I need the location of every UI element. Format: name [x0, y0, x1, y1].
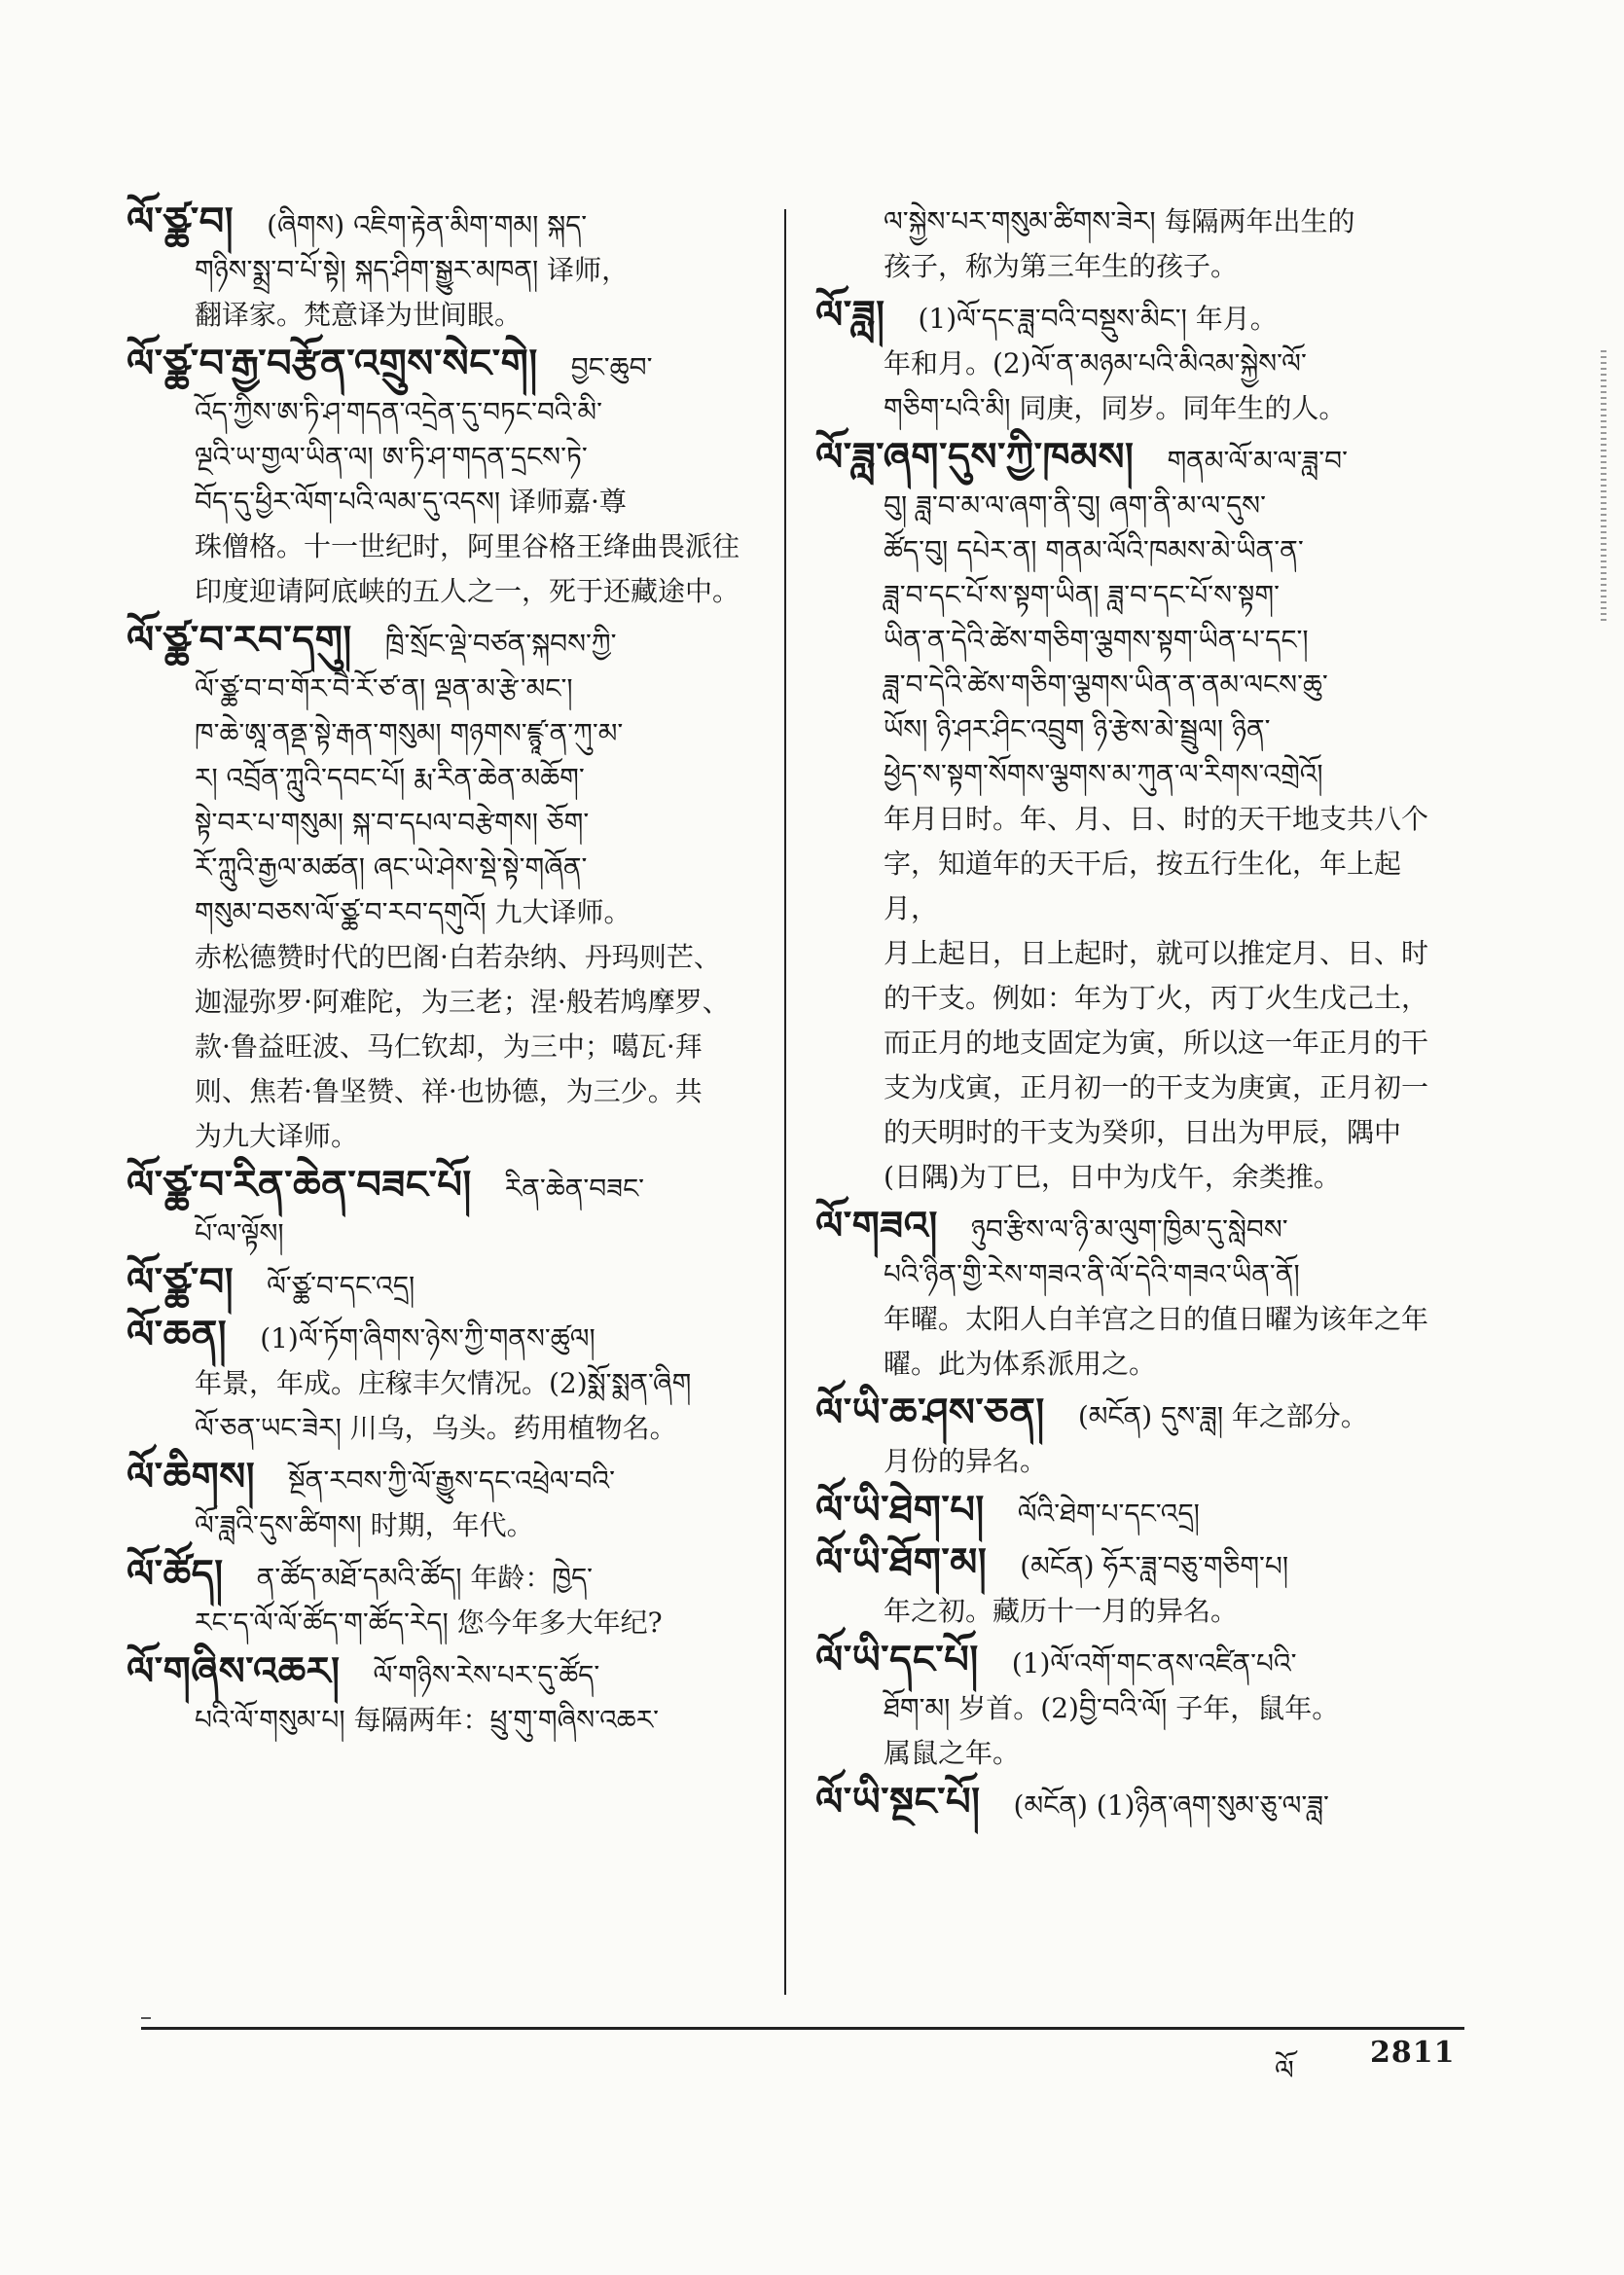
headword: ལོ་ཙྪ་བ་རྒྱ་བརྩོན་འགྲུས་སེང་གེ།: [126, 341, 538, 386]
definition-line: 字，知道年的天干后，按五行生化，年上起月，: [884, 848, 1402, 924]
definition-line: རིན་ཆེན་བཟང་: [504, 1173, 645, 1205]
definition-line: ལོ་ཟླའི་དུས་ཚིགས། 时期，年代。: [195, 1509, 534, 1541]
headword: ལོ་ཙྪ་བ་རབ་དགུ།: [126, 617, 352, 663]
definition-line: (མངོན) དུས་ཟླ། 年之部分。: [1077, 1400, 1368, 1432]
definition-line: 为九大译师。: [195, 1120, 359, 1152]
definition-line: གསུམ་བཅས་ལོ་ཙྪ་བ་རབ་དགུའོ། 九大译师。: [195, 896, 632, 928]
dictionary-entry: [815, 1488, 1448, 1536]
definition-line: ཐོག་མ། 岁首。(2)བྱི་བའི་ལོ། 子年，鼠年。: [884, 1692, 1340, 1724]
dictionary-entry: [815, 1540, 1448, 1634]
definition-line: 曜。此为体系派用之。: [884, 1348, 1157, 1380]
definition-line: པོ་ལ་ལྟོས།: [195, 1217, 284, 1249]
definition-line: པའི་ལོ་གསུམ་པ། 每隔两年：ཕྲུ་གུ་གཞིས་འཆར་: [195, 1704, 660, 1736]
definition-line: རང་ད་ལོ་ལོ་ཚོད་ག་ཚོད་རེད། 您今年多大年纪?: [195, 1607, 663, 1639]
dictionary-entry: [815, 1204, 1448, 1387]
dictionary-entry: [126, 1260, 769, 1309]
dictionary-entry: [126, 618, 769, 1159]
definition-line: ལ་སྐྱེས་པར་གསུམ་ཚིགས་ཟེར། 每隔两年出生的: [884, 205, 1355, 237]
dictionary-entry: [815, 293, 1448, 431]
dictionary-entry: [126, 1455, 769, 1548]
dictionary-entry: [126, 199, 769, 338]
headword: ལོ་ཡི་དང་པོ།: [815, 1637, 979, 1682]
definition-line: 珠僧格。十一世纪时，阿里谷格王绛曲畏派往: [195, 530, 740, 562]
definition-line: འོད་ཀྱིས་ཨ་ཏི་ཤ་གདན་འདྲེན་དུ་བཏང་བའི་མི་: [195, 396, 602, 428]
definition-line: གཉིས་སྨྲ་བ་པོ་སྟེ། སྐད་ཤིག་སྒྱུར་མཁན། 译师，: [195, 254, 630, 286]
definition-line: (日隅)为丁巳，日中为戊午，余类推。: [884, 1161, 1341, 1193]
definition-line: 而正月的地支固定为寅，所以这一年正月的干: [884, 1027, 1429, 1059]
definition-line: 年景，年成。庄稼丰欠情况。(2)སྨོ་སྨན་ཞིག: [195, 1367, 692, 1399]
dictionary-entry: [815, 1638, 1448, 1776]
definition-line: 赤松德赞时代的巴阁·白若杂纳、丹玛则芒、: [195, 941, 721, 973]
definition-line: 年和月。(2)ལོ་ན་མཉམ་པའི་མིའམ་སྐྱེས་ལོ་: [884, 347, 1307, 379]
definition-line: 则、焦若·鲁坚赞、祥·也协德，为三少。共: [195, 1075, 703, 1107]
headword: ལོ་ཆིགས།: [126, 1454, 256, 1499]
column-divider: [784, 209, 786, 1995]
definition-line: 款·鲁益旺波、马仁钦却，为三中；噶瓦·拜: [195, 1030, 703, 1063]
headword: ལོ་ཡི་ཐེག་པ།: [815, 1487, 985, 1533]
definition-line: བོད་དུ་ཕྱིར་ལོག་པའི་ལམ་དུ་འདས། 译师嘉·尊: [195, 486, 627, 518]
headword: ལོ་ཙྪ་བ།: [126, 1259, 235, 1305]
definition-line: ཁ་ཆེ་ཨཱ་ནནྡ་སྟེ་རྒན་གསུམ། གཉགས་ཛྙཱ་ན་ཀུ་མ་: [195, 717, 624, 749]
definition-line: ལོ་ཙྪ་བ་བ་གོར་བཻ་རོ་ཙ་ན། ལྡན་མ་རྩེ་མང་།: [195, 672, 573, 704]
definition-line: (1)ལོ་འགོ་གང་ནས་འཛིན་པའི་: [1011, 1647, 1297, 1679]
definition-line: གཅིག་པའི་མི། 同庚，同岁。同年生的人。: [884, 392, 1347, 424]
dictionary-entry: [126, 342, 769, 614]
headword: ལོ་ཆན།: [126, 1312, 228, 1357]
headword: ལོ་ཡི་སྔང་པོ།: [815, 1779, 981, 1824]
definition-line: གནམ་ལོ་མ་ལ་ཟླ་བ་: [1167, 445, 1349, 477]
footer-rule-tick: [141, 2017, 151, 2019]
definition-line: (1)ལོ་ཏོག་ཞིགས་ཉེས་ཀྱི་གནས་ཚུལ།: [260, 1322, 595, 1354]
definition-line: 年之初。藏历十一月的异名。: [884, 1595, 1239, 1627]
definition-line: པའི་ཉིན་གྱི་རེས་གཟའ་ནི་ལོ་དེའི་གཟའ་ཡིན་ནོ།: [884, 1258, 1300, 1290]
definition-line: ཉུབ་རྩིས་ལ་ཉི་མ་ལུག་ཁྱིམ་དུ་སླེབས་: [970, 1213, 1288, 1246]
scan-edge-marks: [1601, 350, 1606, 623]
definition-line: 印度迎请阿底峡的五人之一，死于还藏途中。: [195, 575, 740, 607]
definition-line: ཡིན་ན་དེའི་ཚེས་གཅིག་ལྕགས་སྟག་ཡིན་པ་དང་།: [884, 624, 1309, 656]
definition-line: ར། འབྲོན་ཀླུའི་དབང་པོ། རྨ་རིན་ཆེན་མཆོག་: [195, 762, 585, 794]
definition-line: ལོ་ཙྪ་བ་དང་འདྲ།: [267, 1270, 415, 1302]
headword: ལོ་ཡི་ཐོག་མ།: [815, 1539, 988, 1585]
definition-line: 翻译家。梵意译为世间眼。: [195, 299, 523, 331]
definition-line: བུ། ཟླ་བ་མ་ལ་ཞག་ནི་བུ། ཞག་ནི་མ་ལ་དུས་: [884, 489, 1266, 522]
definition-line: (ཞིགས) འཇིག་རྟེན་མིག་གམ། སྐད་: [267, 209, 588, 241]
definition-line: 迦湿弥罗·阿难陀，为三老；涅·般若鸠摩罗、: [195, 986, 730, 1018]
headword: ལོ་ཙྪ་བ་རིན་ཆེན་བཟང་པོ།: [126, 1162, 472, 1208]
definition-line: རོ་ཀླུའི་རྒྱལ་མཚན། ཞང་ཡེ་ཤེས་སྡེ་སྟེ་གཞོན་: [195, 851, 588, 884]
definition-line: 的干支。例如：年为丁火，丙丁火生戊己土，: [884, 982, 1429, 1014]
definition-line: ཟླ་བ་དང་པོ་ས་སྟག་ཡིན། ཟླ་བ་དང་པོ་ས་སྟག་: [884, 579, 1280, 611]
definition-line: ཁྲི་སྲོང་ལྡེ་བཙན་སྐབས་ཀྱི་: [384, 628, 617, 660]
definition-line: ཕྱེད་ས་སྟག་སོགས་ལྕགས་མ་ཀུན་ལ་རིགས་འགྲེའོ།: [884, 758, 1323, 790]
definition-line: ལོ་ཅན་ཡང་ཟེར། 川乌，乌头。药用植物名。: [195, 1412, 677, 1444]
definition-line: སྟེ་བར་པ་གསུམ། སྐ་བ་དཔལ་བརྩེགས། ཅོག་: [195, 807, 590, 839]
definition-line: 年曜。太阳人白羊宫之日的值日曜为该年之年: [884, 1303, 1429, 1335]
definition-line: 孩子，称为第三年生的孩子。: [884, 250, 1239, 282]
right-column: [815, 199, 1448, 1832]
definition-line: ལྔའི་ཡ་གྱལ་ཡིན་ལ། ཨ་ཏི་ཤ་གདན་དྲངས་ཏེ་: [195, 441, 588, 473]
dictionary-entry: [815, 1780, 1448, 1828]
headword: ལོ་གཞིས་འཆར།: [126, 1648, 341, 1694]
headword: ལོ་ཟླ་ཞག་དུས་ཀྱི་ཁམས།: [815, 434, 1135, 480]
definition-line: 月份的异名。: [884, 1445, 1048, 1477]
left-column: [126, 199, 769, 1747]
headword: ལོ་ཚོད།: [126, 1551, 224, 1597]
headword: ལོ་ཙྪ་བ།: [126, 199, 235, 244]
dictionary-entry-continued: [815, 199, 1448, 289]
definition-line: ན་ཚོད་མཐོ་དམའི་ཚོད། 年龄：ཁྱེད་: [256, 1562, 594, 1594]
dictionary-entry: [126, 1649, 769, 1743]
definition-line: ལོ་གཉིས་རེས་པར་དུ་ཚོད་: [373, 1659, 600, 1691]
definition-line: ཚོད་བུ། དཔེར་ན། གནམ་ལོའི་ཁམས་མེ་ཡིན་ན་: [884, 534, 1304, 566]
dictionary-entry: [815, 435, 1448, 1200]
definition-line: (1)ལོ་དང་ཟླ་བའི་བསྡུས་མིང་། 年月。: [918, 303, 1278, 335]
definition-line: 月上起日，日上起时，就可以推定月、日、时: [884, 937, 1429, 969]
definition-line: 属鼠之年。: [884, 1737, 1021, 1769]
definition-line: སྔོན་རབས་ཀྱི་ལོ་རྒྱུས་དང་འཕྲེལ་བའི་: [288, 1464, 616, 1497]
headword: ལོ་ཟླ།: [815, 292, 885, 338]
dictionary-entry: [126, 1313, 769, 1451]
definition-line: (མངོན) (1)ཉིན་ཞག་སུམ་ཅུ་ལ་ཟླ་: [1013, 1789, 1329, 1822]
definition-line: (མངོན) ཧོར་ཟླ་བཅུ་གཅིག་པ།: [1020, 1550, 1289, 1582]
definition-line: 年月日时。年、月、日、时的天干地支共八个: [884, 803, 1429, 835]
definition-line: བྱང་ཆུབ་: [570, 351, 653, 383]
definition-line: ལོའི་ཐེག་པ་དང་འདྲ།: [1017, 1498, 1200, 1530]
footer-rule: [141, 2027, 1464, 2030]
headword: ལོ་གཟའ།: [815, 1203, 938, 1248]
dictionary-entry: [126, 1552, 769, 1645]
definition-line: 的天明时的干支为癸卯，日出为甲辰，隅中: [884, 1116, 1402, 1148]
headword: ལོ་ཡི་ཆ་ཤས་ཅན།: [815, 1390, 1045, 1435]
dictionary-entry: [815, 1390, 1448, 1484]
definition-line: ཟླ་བ་དེའི་ཚེས་གཅིག་ལྕགས་ཡིན་ན་ནམ་ལངས་ཆུ་: [884, 668, 1328, 701]
definition-line: 支为戊寅，正月初一的干支为庚寅，正月初一: [884, 1071, 1429, 1103]
definition-line: ཡོས། ཉི་ཤར་ཤིང་འབྲུག ཉི་རྩེས་མེ་སྦྲུལ། ཉིན་: [884, 713, 1271, 745]
dictionary-entry: [126, 1163, 769, 1256]
running-letter: ལོ: [1275, 2054, 1294, 2086]
page-number: 2811: [1370, 2036, 1456, 2070]
